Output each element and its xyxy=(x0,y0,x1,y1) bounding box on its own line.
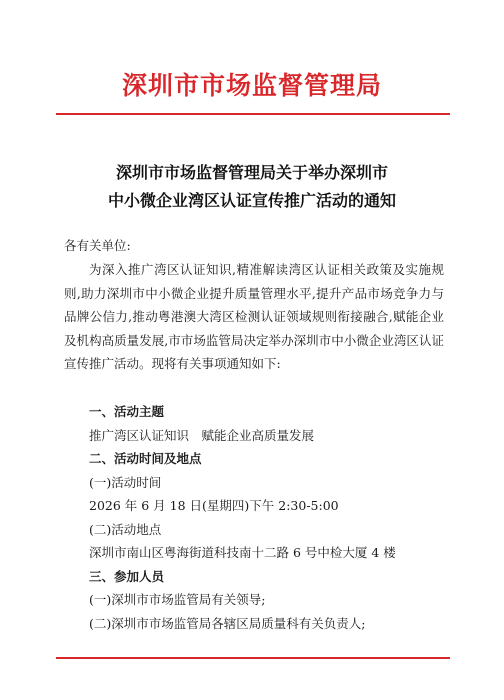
salutation: 各有关单位: xyxy=(64,238,131,253)
section3-heading: 三、参加人员 xyxy=(89,569,165,584)
page-footer-rule xyxy=(56,657,450,659)
org-letterhead-title: 深圳市市场监督管理局 xyxy=(121,71,382,100)
notice-title-line1: 深圳市市场监督管理局关于举办深圳市 xyxy=(115,163,388,182)
section2-sub1: (一)活动时间 xyxy=(89,475,162,490)
section2-place: 深圳市南山区粤海街道科技南十二路 6 号中检大厦 4 楼 xyxy=(89,545,396,560)
intro-paragraph: 为深入推广湾区认证知识,精准解读湾区认证相关政策及实施规则,助力深圳市中小微企业提升质量管理水平,提升产品市场竞争力与品牌公信力,推动粤港澳大湾区检测认证领域规则衔接融合,赋能企业及机构高质量发展,市市场监管局决定举办深圳市中小微企业湾区认证宣传推广活动。现将有关事项通知如下: xyxy=(64,262,444,371)
section2-time: 2026 年 6 月 18 日(星期四)下午 2:30-5:00 xyxy=(89,498,339,513)
section2-heading: 二、活动时间及地点 xyxy=(89,451,202,466)
section1-heading: 一、活动主题 xyxy=(89,404,165,419)
section1-text: 推广湾区认证知识 赋能企业高质量发展 xyxy=(89,428,315,443)
notice-title-line2: 中小微企业湾区认证宣传推广活动的通知 xyxy=(107,191,396,210)
section2-sub2: (二)活动地点 xyxy=(89,522,162,537)
section3-item1: (一)深圳市市场监管局有关领导; xyxy=(89,592,266,607)
section3-item2: (二)深圳市市场监管局各辖区局质量科有关负责人; xyxy=(89,616,366,631)
letterhead-rule-top xyxy=(56,113,450,115)
